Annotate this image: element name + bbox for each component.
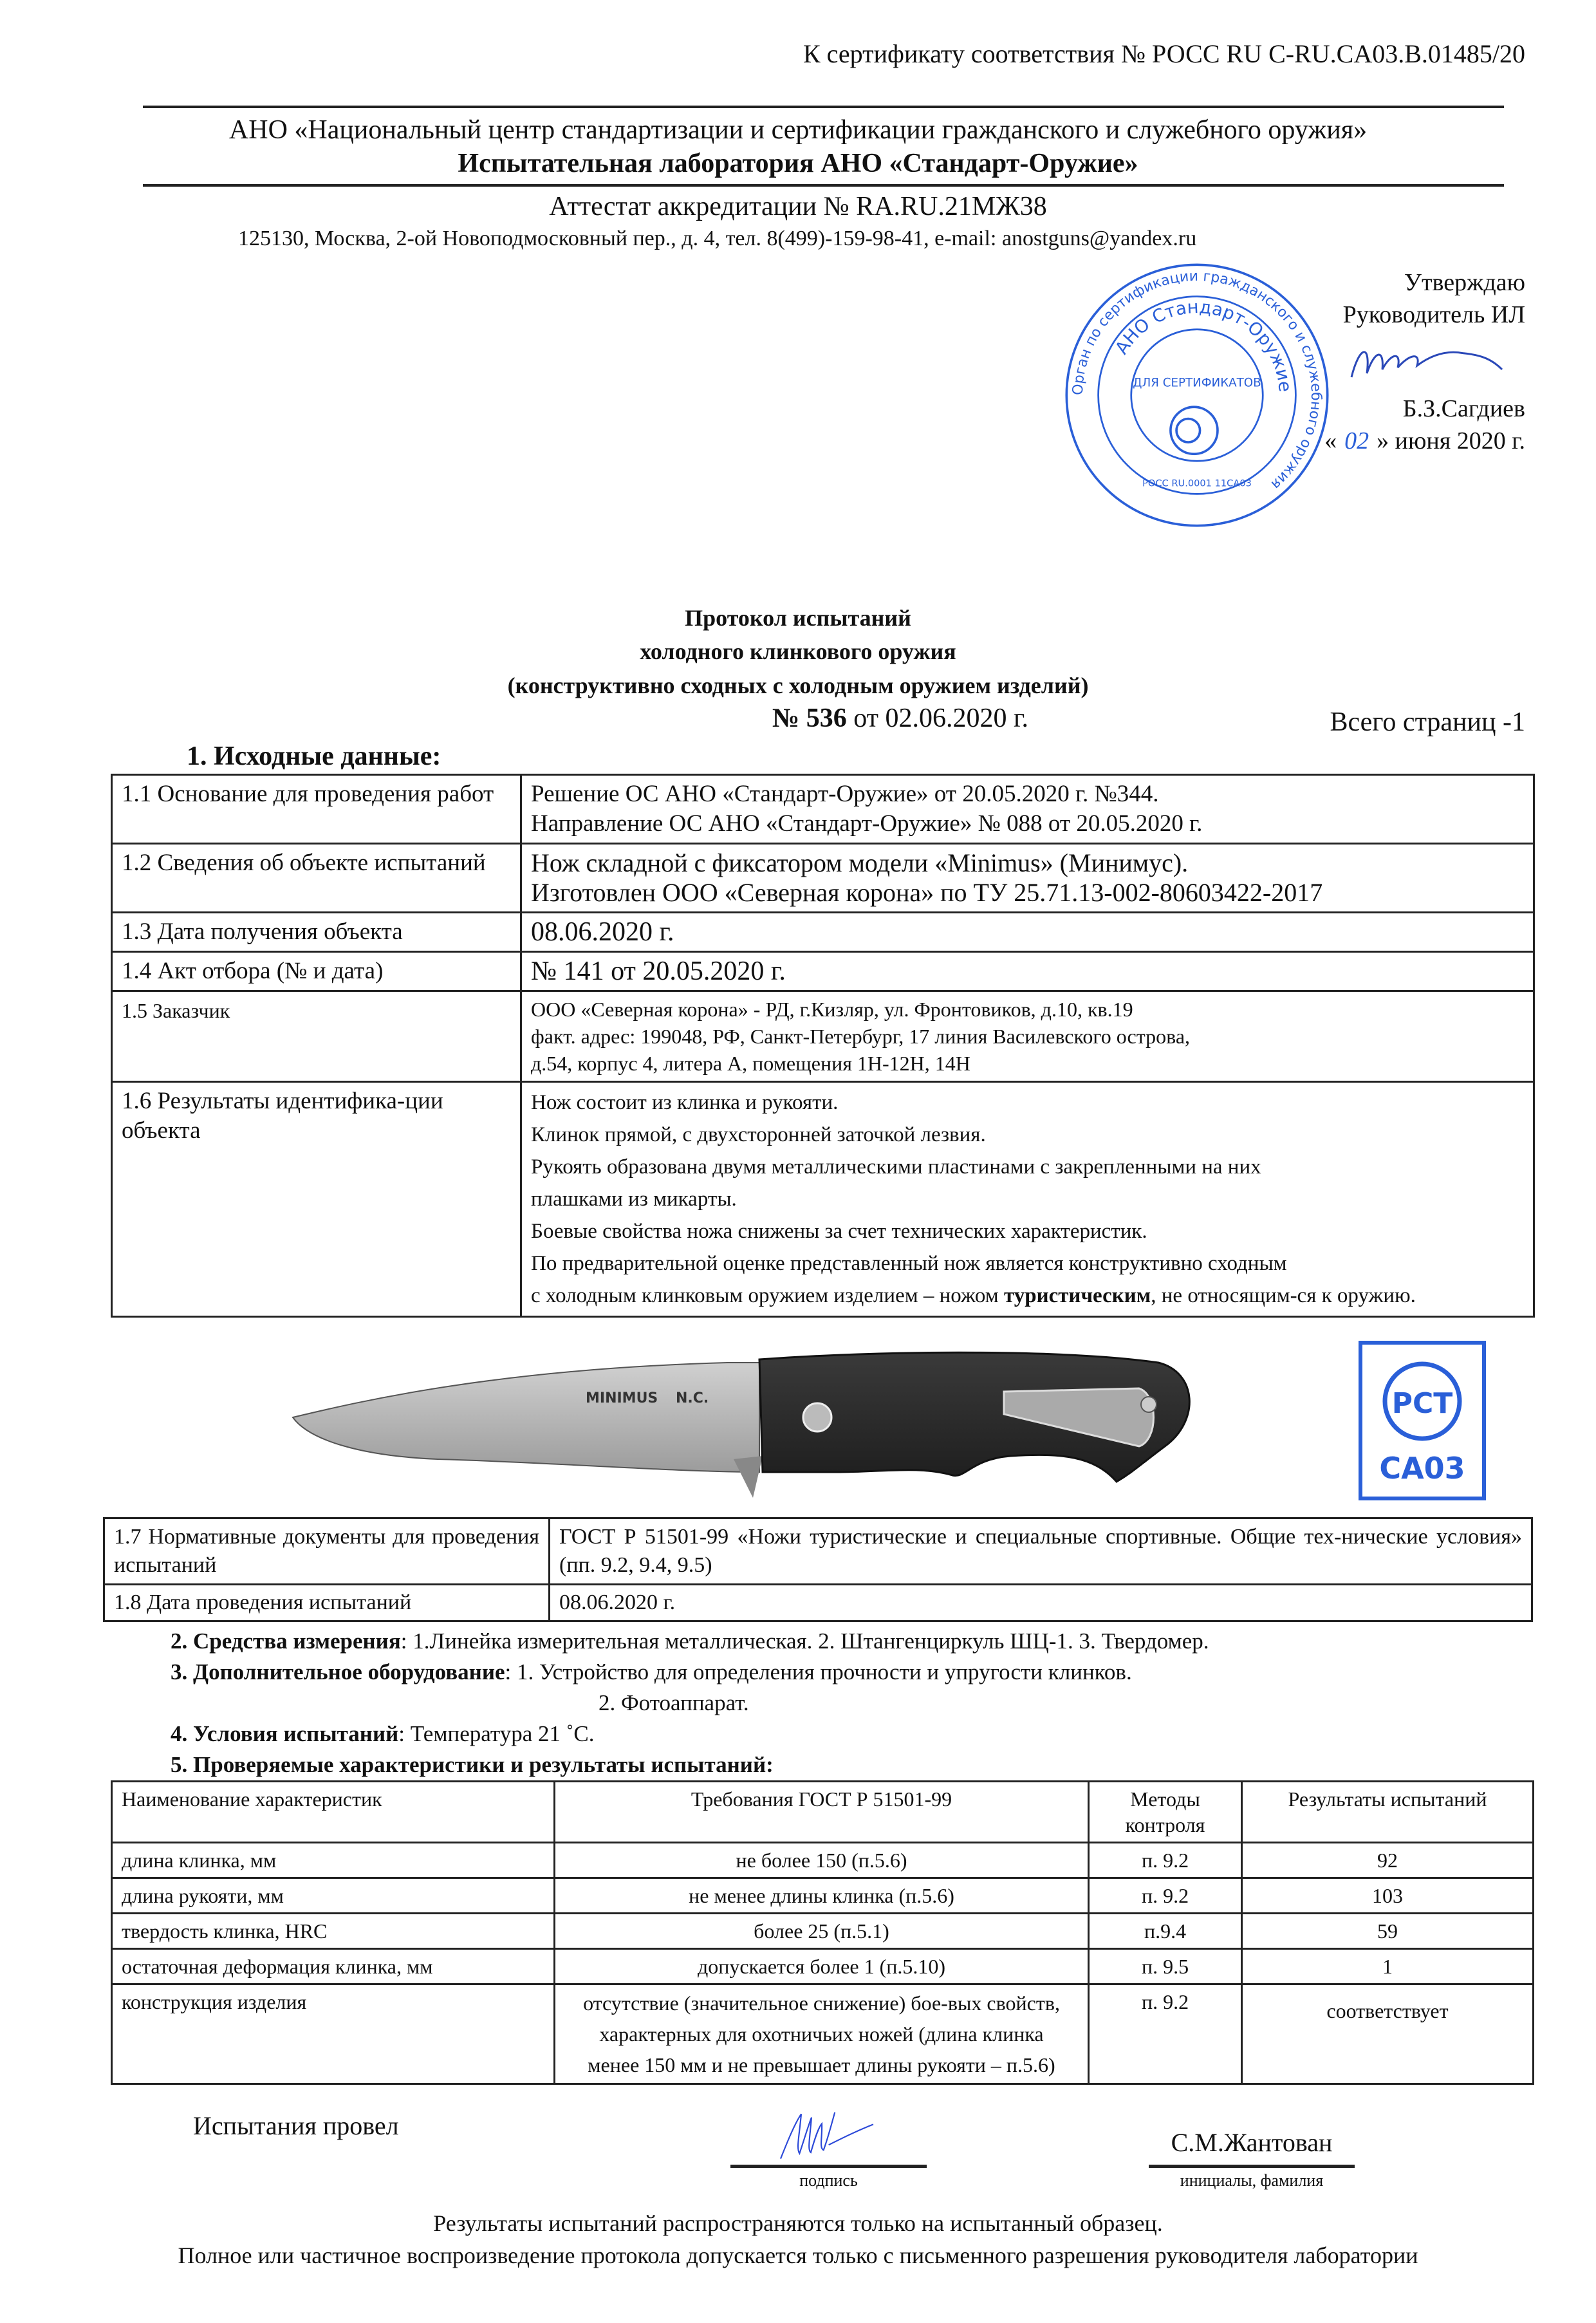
cell-result: 92 [1242, 1843, 1534, 1878]
cell-method: п. 9.2 [1089, 1878, 1242, 1914]
table-row [112, 844, 1534, 913]
row-line: Нож состоит из клинка и рукояти. [531, 1091, 839, 1114]
cell-requirement: не менее длины клинка (п.5.6) [555, 1878, 1089, 1914]
approver-name: Б.З.Сагдиев [1402, 395, 1525, 422]
table-row [112, 913, 1534, 952]
row-label: 1.4 Акт отбора (№ и дата) [112, 952, 521, 991]
normative-table [103, 1517, 1533, 1622]
name-line [1149, 2165, 1355, 2168]
protocol-number-date: от 02.06.2020 г. [846, 704, 1029, 733]
row-line: Решение ОС АНО «Стандарт-Оружие» от 20.05.2020 г. №344. [531, 781, 1159, 807]
cell-method: п. 9.2 [1089, 1843, 1242, 1878]
section1-heading: 1. Исходные данные: [187, 742, 441, 771]
header-results: Результаты испытаний [1242, 1782, 1534, 1843]
section4-value: : Температура 21 ˚С. [398, 1721, 595, 1746]
stamp-reg-text: РОСС RU.0001 11СА03 [1142, 478, 1252, 489]
table-row [112, 1843, 1534, 1878]
row-value [521, 775, 1534, 844]
row-line: Нож складной с фиксатором модели «Minimus» (Минимус). [531, 848, 1189, 877]
row-line: факт. адрес: 199048, РФ, Санкт-Петербург, 17 линия Василевского острова, [531, 1025, 1191, 1048]
stamp-outer-text: Орган по сертификации гражданского и служебного оружия [1070, 268, 1324, 492]
signature-line [730, 2165, 927, 2168]
cell-result: 103 [1242, 1878, 1534, 1914]
org-name: АНО «Национальный центр стандартизации и сертификации гражданского и служебного оружия» [228, 115, 1368, 145]
protocol-title: Протокол испытаний [685, 605, 911, 631]
row-line: ООО «Северная корона» - РД, г.Кизляр, ул. Фронтовиков, д.10, кв.19 [531, 998, 1133, 1021]
cell-requirement: более 25 (п.5.1) [555, 1914, 1089, 1949]
knife-flipper [734, 1456, 763, 1498]
knife-photo [283, 1343, 1339, 1498]
cell-requirement: не более 150 (п.5.6) [555, 1843, 1089, 1878]
approval-date [1324, 425, 1525, 457]
org-address: 125130, Москва, 2-ой Новоподмосковный пер., д. 4, тел. 8(499)-159-98-41, e-mail: anostguns@yandex.ru [238, 227, 1197, 250]
table-row [104, 1585, 1532, 1621]
row-line: Изготовлен ООО «Северная корона» по ТУ 25.71.13-002-80603422-2017 [531, 878, 1323, 907]
approver-signature-slot [1324, 331, 1525, 393]
knife-blade [293, 1363, 759, 1472]
row-label: 1.7 Нормативные документы для проведения испытаний [104, 1518, 550, 1585]
row-line: плашками из микарты. [531, 1188, 737, 1211]
protocol-scope: (конструктивно сходных с холодным оружием изделий) [507, 673, 1089, 698]
header-methods: Методы контроля [1089, 1782, 1242, 1843]
table-row [112, 952, 1534, 991]
section4-label: 4. Условия испытаний [171, 1721, 399, 1746]
table-row [104, 1518, 1532, 1585]
table-row [112, 1082, 1534, 1317]
row-line: Направление ОС АНО «Стандарт-Оружие» № 088 от 20.05.2020 г. [531, 810, 1203, 837]
approval-date-day: 02 [1344, 427, 1369, 454]
name-block [1149, 2111, 1355, 2201]
section2-value: : 1.Линейка измерительная металлическая. 2. Штангенциркуль ШЦ-1. 3. Твердомер. [400, 1628, 1209, 1654]
stamp-ring-text: АНО Стандарт-Оружие [1111, 297, 1295, 393]
cell-result: 1 [1242, 1949, 1534, 1984]
section3-value: : 1. Устройство для определения прочности и упругости клинков. [505, 1659, 1132, 1684]
section3 [171, 1657, 1596, 1688]
cell-name: остаточная деформация клинка, мм [112, 1949, 555, 1984]
row-label: 1.3 Дата получения объекта [112, 913, 521, 952]
results-table [111, 1780, 1534, 2085]
approver-signature [1332, 331, 1525, 393]
row-label: 1.5 Заказчик [112, 991, 521, 1082]
cell-name: длина клинка, мм [112, 1843, 555, 1878]
accreditation: Аттестат аккредитации № RA.RU.21МЖ38 [549, 192, 1047, 221]
cell-name: длина рукояти, мм [112, 1878, 555, 1914]
approval-block [1324, 266, 1525, 457]
cell-result: соответствует [1242, 1984, 1534, 2084]
tested-by-label: Испытания провел [193, 2111, 399, 2140]
certificate-reference: К сертификату соответствия № РОСС RU C-RU.CA03.B.01485/20 [803, 39, 1525, 68]
cell-requirement: допускается более 1 (п.5.10) [555, 1949, 1089, 1984]
page-count: Всего страниц -1 [1330, 707, 1525, 737]
signature-block [730, 2111, 927, 2201]
row-line: По предварительной оценке представленный нож является конструктивно сходным [531, 1252, 1287, 1275]
signature-caption: подпись [799, 2171, 858, 2190]
cell-name: твердость клинка, HRC [112, 1914, 555, 1949]
header-rule-top [143, 106, 1504, 108]
row-label: 1.6 Результаты идентифика-ции объекта [112, 1082, 521, 1317]
photo-zone [0, 1330, 1596, 1517]
approve-label: Утверждаю [1404, 269, 1525, 296]
header-name: Наименование характеристик [112, 1782, 555, 1843]
section4 [171, 1719, 1596, 1749]
table-row [112, 1878, 1534, 1914]
row-line: Клинок прямой, с двухсторонней заточкой лезвия. [531, 1123, 986, 1146]
approver-role: Руководитель ИЛ [1342, 301, 1525, 328]
approval-date-prefix: « [1324, 427, 1337, 454]
section3-value2: 2. Фотоаппарат. [598, 1690, 749, 1715]
cell-requirement: отсутствие (значительное снижение) бое-вых свойств, характерных для охотничьих ножей (длина клинка менее 150 мм и не превышает длины рукояти – п.5.6) [555, 1984, 1089, 2084]
cell-method: п. 9.2 [1089, 1984, 1242, 2084]
row-line: д.54, корпус 4, литера А, помещения 1Н-12Н, 14Н [531, 1052, 970, 1075]
round-stamp [1062, 260, 1332, 530]
row-label: 1.2 Сведения об объекте испытаний [112, 844, 521, 913]
cell-result: 59 [1242, 1914, 1534, 1949]
approval-zone [0, 254, 1596, 601]
lab-name: Испытательная лаборатория АНО «Стандарт-Оружие» [458, 149, 1138, 178]
signoff-zone [0, 2098, 1596, 2207]
row-bold-word: туристическим [1003, 1284, 1151, 1307]
row-value: 08.06.2020 г. [521, 913, 1534, 952]
row-value [521, 991, 1534, 1082]
clip-screw [1141, 1397, 1156, 1412]
section3-label: 3. Дополнительное оборудование [171, 1659, 505, 1684]
cell-method: п.9.4 [1089, 1914, 1242, 1949]
table-row [112, 1949, 1534, 1984]
header-rule-bottom [143, 184, 1504, 187]
header-requirements: Требования ГОСТ Р 51501-99 [555, 1782, 1089, 1843]
row-value: № 141 от 20.05.2020 г. [521, 952, 1534, 991]
cell-name: конструкция изделия [112, 1984, 555, 2084]
initial-data-table [111, 774, 1535, 1318]
knife-model-mark: MINIMUS [586, 1390, 658, 1406]
protocol-number-label: № 536 [772, 704, 847, 733]
section2 [171, 1626, 1596, 1657]
cell-method: п. 9.5 [1089, 1949, 1242, 1984]
row-value: 08.06.2020 г. [550, 1585, 1532, 1621]
row-line-text: с холодным клинковым оружием изделием – ножом [531, 1284, 1004, 1307]
row-label: 1.8 Дата проведения испытаний [104, 1585, 550, 1621]
footer-disclaimer-1: Результаты испытаний распространяются только на испытанный образец. [433, 2210, 1163, 2236]
row-value [521, 1082, 1534, 1317]
tester-name: С.М.Жантован [1171, 2128, 1333, 2157]
footer-disclaimer-2: Полное или частичное воспроизведение протокола допускается только с письменного разрешения руководителя лаборатории [178, 2243, 1418, 2268]
section2-label: 2. Средства измерения [171, 1628, 401, 1654]
name-caption: инициалы, фамилия [1180, 2171, 1324, 2190]
protocol-number [772, 703, 1028, 734]
table-row [112, 991, 1534, 1082]
protocol-subtitle: холодного клинкового оружия [640, 639, 956, 664]
rst-cert-logo [1358, 1340, 1487, 1501]
table-header-row [112, 1782, 1534, 1843]
row-line: Рукоять образована двумя металлическими пластинами с закрепленными на них [531, 1155, 1261, 1179]
rst-mark: РСТ [1391, 1387, 1453, 1420]
row-line-tail: , не относящим-ся к оружию. [1151, 1284, 1416, 1307]
table-row [112, 775, 1534, 844]
table-row [112, 1984, 1534, 2084]
table-row [112, 1914, 1534, 1949]
tester-signature [769, 2111, 885, 2162]
approval-date-suffix: » июня 2020 г. [1377, 427, 1525, 454]
row-line: Боевые свойства ножа снижены за счет технических характеристик. [531, 1220, 1147, 1243]
rst-code: СА03 [1379, 1451, 1465, 1486]
row-value: ГОСТ Р 51501-99 «Ножи туристические и специальные спортивные. Общие тех-нические условия» (пп. 9.2, 9.4, 9.5) [550, 1518, 1532, 1585]
row-label: 1.1 Основание для проведения работ [112, 775, 521, 844]
pivot-screw [803, 1403, 831, 1432]
section5-heading: 5. Проверяемые характеристики и результаты испытаний: [171, 1752, 774, 1777]
knife-brand-mark: N.C. [676, 1390, 709, 1406]
row-line [531, 1280, 1524, 1312]
row-value [521, 844, 1534, 913]
stamp-inner-text: ДЛЯ СЕРТИФИКАТОВ [1133, 376, 1261, 390]
